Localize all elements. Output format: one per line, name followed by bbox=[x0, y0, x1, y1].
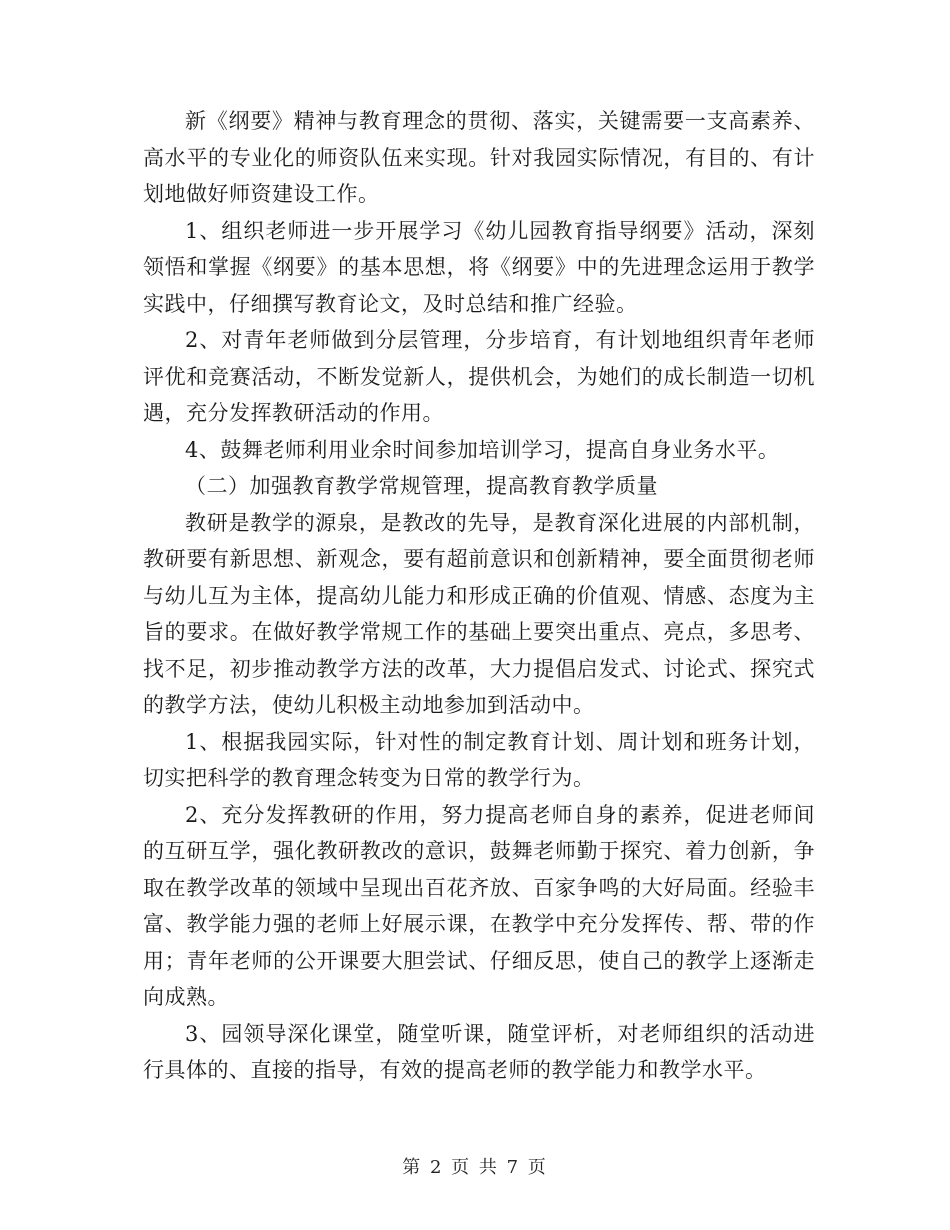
paragraph-research-role: 2、充分发挥教研的作用，努力提高老师自身的素养，促进老师间的互研互学，强化教研教改的意识，鼓舞老师勤于探究、着力创新，争取在教学改革的领域中呈现出百花齐放、百家争鸣的大好局面。经验丰富、教学能力强的老师上好展示课，在教学中充分发挥传、帮、带的作用；青年老师的公开课要大胆尝试、仔细反思，使自己的教学上逐渐走向成熟。 bbox=[143, 802, 815, 1009]
paragraph-item-1: 1、组织老师进一步开展学习《幼儿园教育指导纲要》活动，深刻领悟和掌握《纲要》的基本思想，将《纲要》中的先进理念运用于教学实践中，仔细撰写教育论文，及时总结和推广经验。 bbox=[143, 218, 815, 316]
paragraph-item-2: 2、对青年老师做到分层管理，分步培育，有计划地组织青年老师评优和竞赛活动，不断发觉新人，提供机会，为她们的成长制造一切机遇，充分发挥教研活动的作用。 bbox=[143, 328, 815, 425]
paragraph-teaching-research: 教研是教学的源泉，是教改的先导，是教育深化进展的内部机制，教研要有新思想、新观念，要有超前意识和创新精神，要全面贯彻老师与幼儿互为主体，提高幼儿能力和形成正确的价值观、情感、态度为主旨的要求。在做好教学常规工作的基础上要突出重点、亮点，多思考、找不足，初步推动教学方法的改革，大力提倡启发式、讨论式、探究式的教学方法，使幼儿积极主动地参加到活动中。 bbox=[143, 510, 815, 717]
paragraph-classroom: 3、园领导深化课堂，随堂听课，随堂评析，对老师组织的活动进行具体的、直接的指导，有效的提高老师的教学能力和教学水平。 bbox=[143, 1021, 815, 1082]
section-heading: （二）加强教育教学常规管理，提高教育教学质量 bbox=[185, 474, 658, 498]
document-body bbox=[143, 103, 815, 1089]
paragraph-intro: 新《纲要》精神与教育理念的贯彻、落实，关键需要一支高素养、高水平的专业化的师资队伍来实现。针对我园实际情况，有目的、有计划地做好师资建设工作。 bbox=[143, 109, 815, 206]
paragraph-plan: 1、根据我园实际，针对性的制定教育计划、周计划和班务计划，切实把科学的教育理念转变为日常的教学行为。 bbox=[143, 729, 815, 790]
page-number: 第 2 页 共 7 页 bbox=[402, 1157, 548, 1178]
paragraph-item-4: 4、鼓舞老师利用业余时间参加培训学习，提高自身业务水平。 bbox=[185, 437, 780, 462]
